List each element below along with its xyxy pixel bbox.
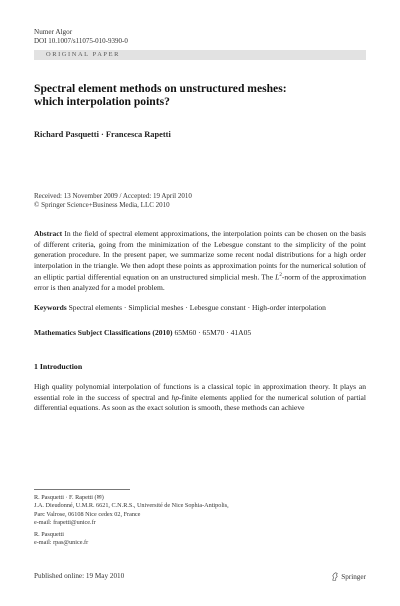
doi-link[interactable]: DOI 10.1007/s11075-010-9390-0	[34, 37, 128, 45]
publisher-name: Springer	[341, 572, 366, 581]
title-line-1: Spectral element methods on unstructured meshes:	[34, 82, 287, 95]
abstract-text-part1: In the field of spectral element approximations, the interpolation points can be chosen on the basis of different criteria, going from the minimization of the Lebesgue constant to the simplicity of the point generation procedure. In the present paper, we summarize some recent nodal distributions for a high order interpolation in the triangle. We then adopt these points as approximation points for the numerical solution of an elliptic partial differential equation on an unstructured simplicial mesh. The	[34, 229, 366, 282]
math-superscript: 2	[279, 273, 282, 279]
copyright-notice: © Springer Science+Business Media, LLC 2010	[34, 201, 170, 209]
received-accepted-dates: Received: 13 November 2009 / Accepted: 19 April 2010	[34, 192, 192, 200]
math-l: L	[275, 272, 280, 282]
msc-classification	[34, 328, 366, 339]
abstract-text-part2: -norm of the approximation error is then analyzed for a model problem.	[34, 272, 366, 293]
intro-text-part2: -finite elements applied for the numerical solution of partial differential equations. As soon as the exact solution is smooth, these methods can achieve	[34, 392, 366, 413]
published-online-date: Published online: 19 May 2010	[34, 572, 125, 580]
msc-codes: 65M60 · 65M70 · 41A05	[174, 327, 252, 337]
page-footer	[34, 572, 366, 580]
affiliation-authors: R. Pasquetti · F. Rapetti (✉)	[34, 494, 104, 501]
keywords-label: Keywords	[34, 303, 67, 313]
footnote-divider	[34, 489, 130, 490]
intro-text-part1: High quality polynomial interpolation of functions is a classical topic in approximation theory. It plays an essential role in the success of spectral and	[34, 382, 366, 402]
paper-title	[34, 82, 366, 108]
paper-page	[34, 28, 366, 414]
keywords	[34, 303, 366, 314]
article-type-banner: ORIGINAL PAPER	[34, 50, 366, 60]
author-list: Richard Pasquetti · Francesca Rapetti	[34, 130, 171, 139]
publication-history	[34, 192, 366, 210]
section-heading-introduction: 1 Introduction	[34, 362, 83, 372]
title-line-2: which interpolation points?	[34, 95, 170, 108]
abstract	[34, 229, 366, 294]
abstract-label: Abstract	[34, 229, 63, 238]
author-affiliations	[34, 494, 366, 548]
affiliation-email-1[interactable]: e-mail: frapetti@unice.fr	[34, 518, 96, 526]
affiliation-address-1: J.A. Dieudonné, U.M.R. 6621, C.N.R.S., Université de Nice Sophia-Antipolis,	[34, 502, 229, 510]
publisher-logo	[331, 572, 366, 581]
hp-italic: hp	[171, 392, 180, 402]
introduction-paragraph	[34, 382, 366, 414]
affiliation-address-2: Parc Valrose, 06108 Nice cedex 02, France	[34, 510, 141, 518]
msc-label: Mathematics Subject Classifications (2010)	[34, 327, 173, 337]
affiliation-author-2: R. Pasquetti	[34, 531, 64, 539]
springer-horse-icon	[331, 572, 339, 581]
journal-name: Numer Algor	[34, 28, 73, 36]
keywords-text: Spectral elements · Simplicial meshes · Lebesgue constant · High-order interpolation	[68, 303, 326, 313]
affiliation-email-2[interactable]: e-mail: rpas@unice.fr	[34, 539, 89, 547]
